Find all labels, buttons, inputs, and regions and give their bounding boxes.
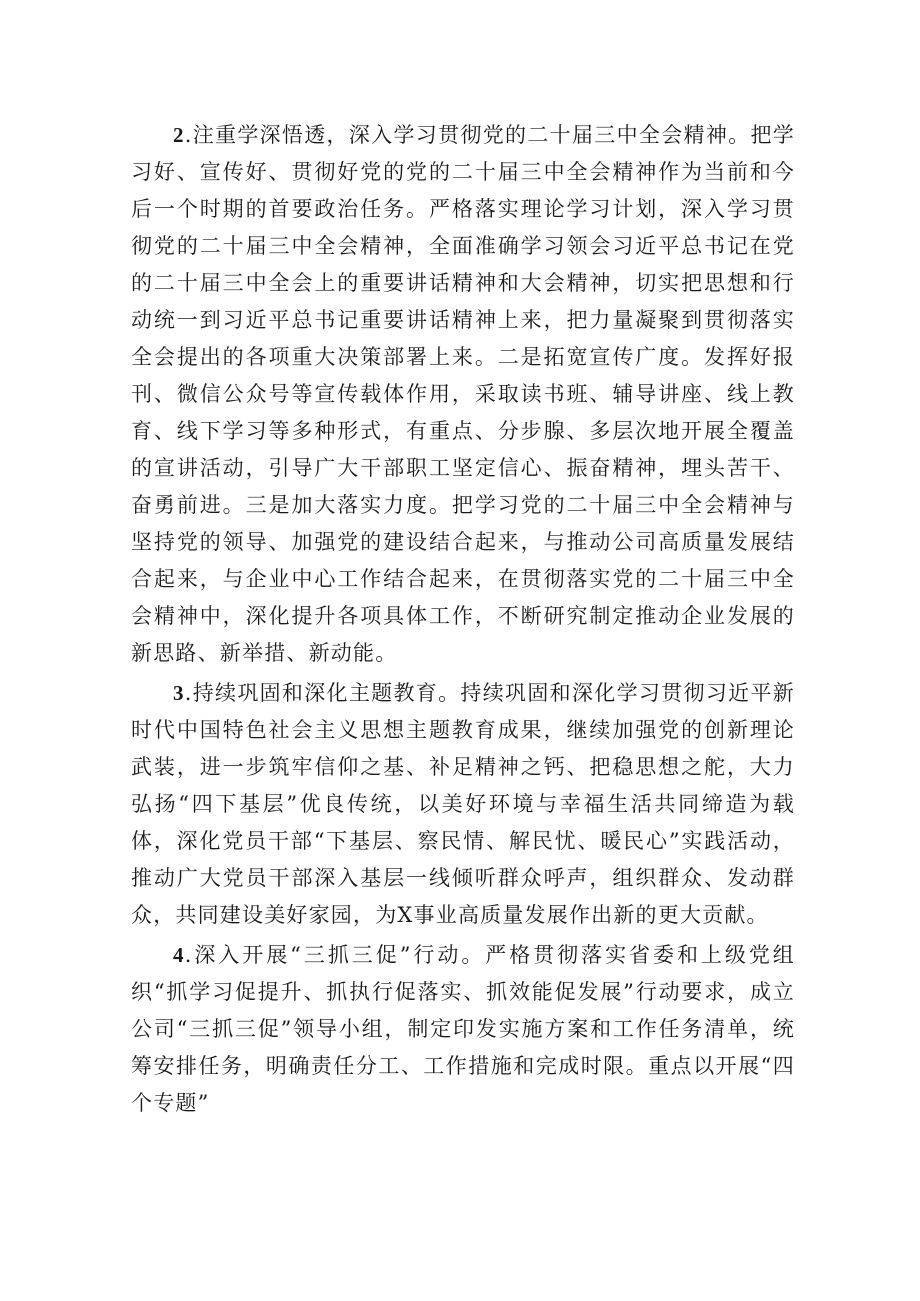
paragraph-item-4 bbox=[131, 937, 795, 1122]
paragraph-text: .持续巩固和深化主题教育。持续巩固和深化学习贯彻习近平新时代中国特色社会主义思想主题教育成果，继续加强党的创新理论武装，进一步筑牢信仰之基、补足精神之钙、把稳思想之舵，大力弘扬“四下基层”优良传统，以美好环境与幸福生活共同缔造为载体，深化党员干部“下基层、察民情、解民忧、暖民心”实践活动，推动广大党员干部深入基层一线倾听群众呼声，组织群众、发动群众，共同建设美好家园，为X事业高质量发展作出新的更大贡献。 bbox=[131, 681, 795, 927]
paragraph-text: .深入开展“三抓三促”行动。严格贯彻落实省委和上级党组织“抓学习促提升、抓执行促落实、抓效能促发展”行动要求，成立公司“三抓三促”领导小组，制定印发实施方案和工作任务清单，统筹安排任务，明确责任分工、工作措施和完成时限。重点以开展“四个专题” bbox=[131, 943, 795, 1115]
paragraph-number: 2 bbox=[173, 123, 185, 147]
paragraph-number: 3 bbox=[173, 681, 185, 705]
paragraph-number: 4 bbox=[173, 943, 185, 967]
paragraph-item-3 bbox=[131, 675, 795, 934]
paragraph-item-2 bbox=[131, 117, 795, 672]
document-body bbox=[131, 117, 795, 1122]
paragraph-text: .注重学深悟透，深入学习贯彻党的二十届三中全会精神。把学习好、宣传好、贯彻好党的党的二十届三中全会精神作为当前和今后一个时期的首要政治任务。严格落实理论学习计划，深入学习贯彻党的二十届三中全会精神，全面准确学习领会习近平总书记在党的二十届三中全会上的重要讲话精神和大会精神，切实把思想和行动统一到习近平总书记重要讲话精神上来，把力量凝聚到贯彻落实全会提出的各项重大决策部署上来。二是拓宽宣传广度。发挥好报刊、微信公众号等宣传载体作用，采取读书班、辅导讲座、线上教育、线下学习等多种形式，有重点、分步腺、多层次地开展全覆盖的宣讲活动，引导广大干部职工坚定信心、振奋精神，埋头苦干、奋勇前进。三是加大落实力度。把学习党的二十届三中全会精神与坚持党的领导、加强党的建设结合起来，与推动公司高质量发展结合起来，与企业中心工作结合起来，在贯彻落实党的二十届三中全会精神中，深化提升各项具体工作，不断研究制定推动企业发展的新思路、新举措、新动能。 bbox=[131, 123, 795, 665]
